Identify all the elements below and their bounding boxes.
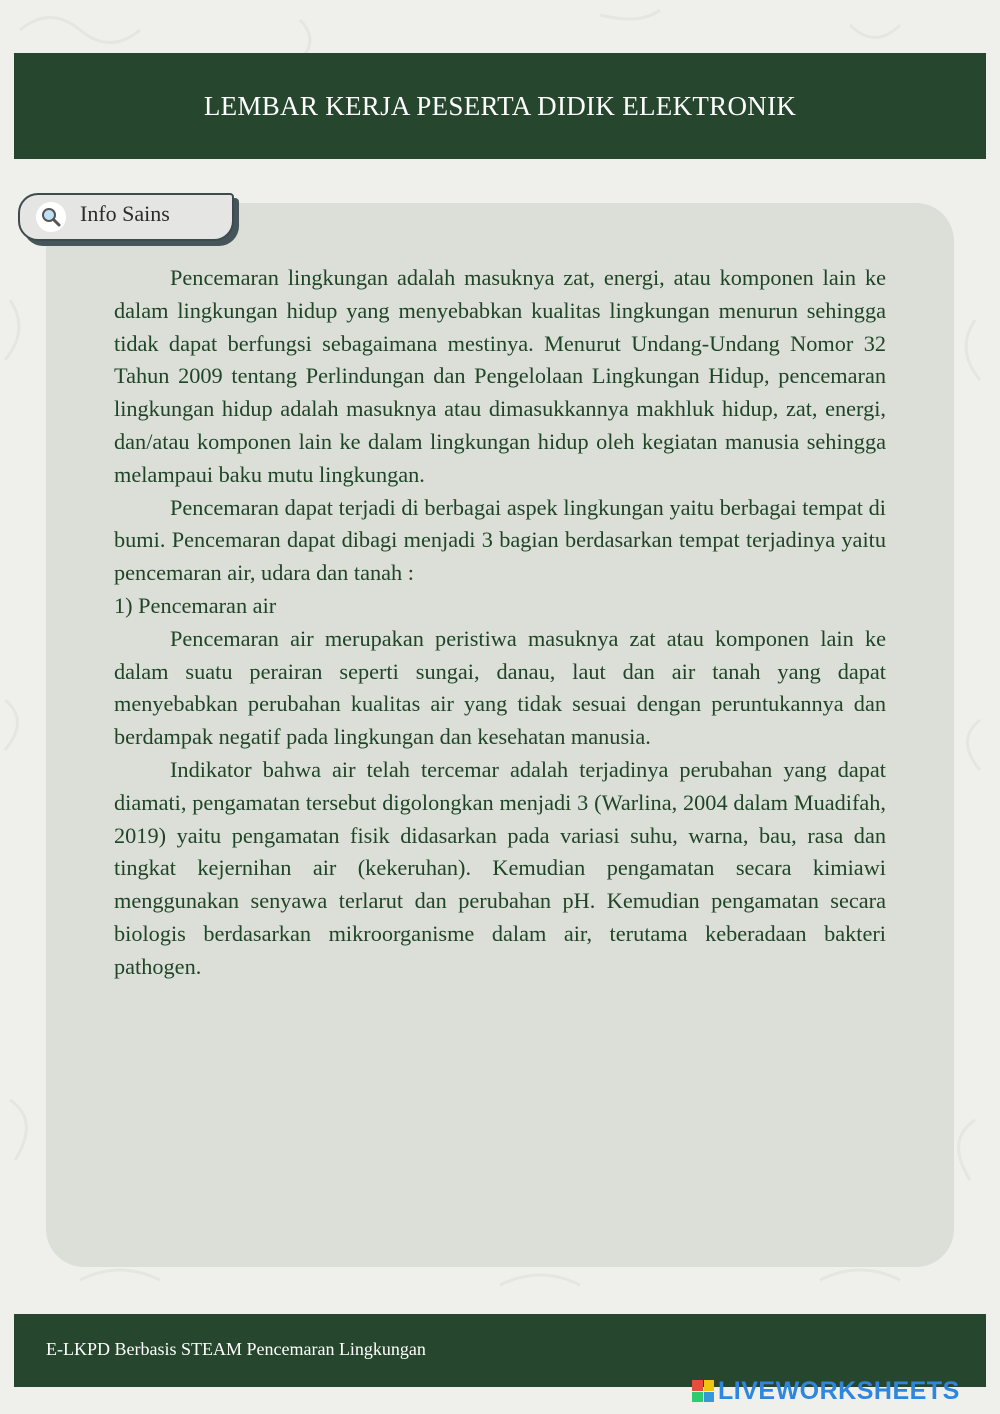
header-bar [14,53,986,159]
liveworksheets-logo-icon [692,1380,714,1402]
paragraph-3: Pencemaran air merupakan peristiwa masuknya zat atau komponen lain ke dalam suatu perairan seperti sungai, danau, laut dan air tanah yang dapat menyebabkan perubahan kualitas air yang tidak sesuai dengan peruntukannya dan berdampak negatif pada lingkungan dan kesehatan manusia. [114,625,886,750]
footer-text: E-LKPD Berbasis STEAM Pencemaran Lingkungan [46,1339,426,1359]
paragraph-1: Pencemaran lingkungan adalah masuknya zat, energi, atau komponen lain ke dalam lingkungan hidup yang menyebabkan kualitas lingkungan menurun sehingga tidak dapat berfungsi sebagaimana mestinya. Menurut Undang-Undang Nomor 32 Tahun 2009 tentang Perlindungan dan Pengelolaan Lingkungan Hidup, pencemaran lingkungan hidup adalah masuknya atau dimasukkannya makhluk hidup, zat, energi, dan/atau komponen lain ke dalam lingkungan hidup oleh kegiatan manusia sehingga melampaui baku mutu lingkungan. [114,265,886,487]
magnifier-icon [36,202,66,232]
body-text [114,262,886,984]
tag-label: Info Sains [80,201,170,226]
watermark-text: LIVEWORKSHEETS [718,1376,960,1405]
info-sains-tag [18,193,234,241]
page-title: LEMBAR KERJA PESERTA DIDIK ELEKTRONIK [203,90,797,121]
paragraph-2: Pencemaran dapat terjadi di berbagai aspek lingkungan yaitu berbagai tempat di bumi. Pencemaran dapat dibagi menjadi 3 bagian berdasarkan tempat terjadinya yaitu pencemaran air, udara dan tanah : [114,494,886,586]
subheading-pencemaran-air: 1) Pencemaran air [114,592,277,618]
liveworksheets-watermark [692,1378,960,1404]
paragraph-4: Indikator bahwa air telah tercemar adalah terjadinya perubahan yang dapat diamati, pengamatan tersebut digolongkan menjadi 3 (Warlina, 2004 dalam Muadifah, 2019) yaitu pengamatan fisik didasarkan pada variasi suhu, warna, bau, rasa dan tingkat kejernihan air (kekeruhan). Kemudian pengamatan secara kimiawi menggunakan senyawa terlarut dan perubahan pH. Kemudian pengamatan secara biologis berdasarkan mikroorganisme dalam air, terutama keberadaan bakteri pathogen. [114,756,886,979]
